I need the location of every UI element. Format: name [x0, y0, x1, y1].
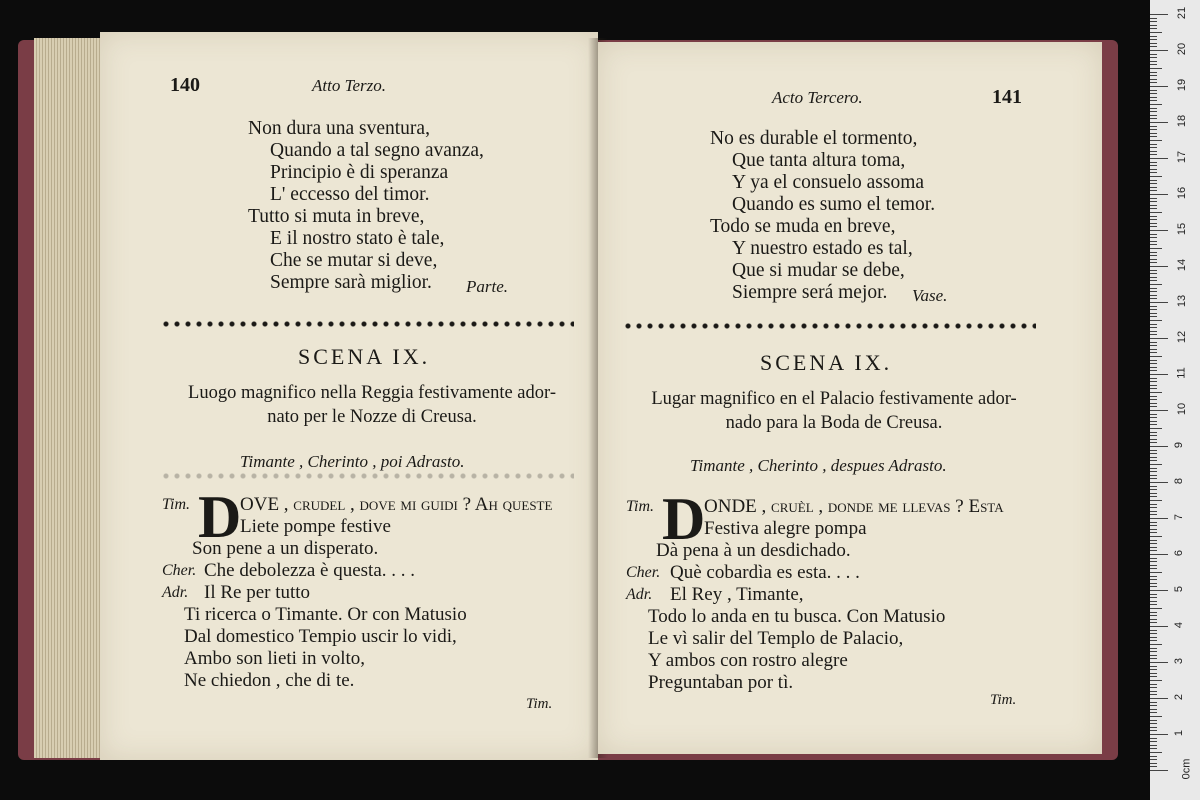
ruler-tick: [1150, 165, 1157, 166]
ruler-label: 6: [1173, 549, 1186, 557]
ruler-tick: [1150, 709, 1157, 710]
ruler-label: 19: [1176, 78, 1189, 92]
ruler-tick: [1150, 579, 1157, 580]
ruler-tick: [1150, 464, 1162, 465]
ruler-tick: [1150, 201, 1157, 202]
dialogue-line: Festiva alegre pompa: [704, 518, 867, 539]
ruler-tick: [1150, 478, 1157, 479]
verse-line: Quando es sumo el temor.: [732, 194, 936, 215]
ruler-tick: [1150, 601, 1157, 602]
ruler-tick: [1150, 342, 1157, 343]
ruler-tick: [1150, 662, 1168, 663]
ruler-tick: [1150, 111, 1157, 112]
ruler-tick: [1150, 158, 1168, 159]
ruler-tick: [1150, 705, 1157, 706]
ruler-tick: [1150, 727, 1157, 728]
running-head: Acto Tercero.: [772, 88, 863, 107]
ruler-tick: [1150, 442, 1157, 443]
ruler-tick: [1150, 118, 1157, 119]
ruler-tick: [1150, 669, 1157, 670]
scene-location-line: nato per le Nozze di Creusa.: [267, 407, 477, 427]
printer-ornament-divider: [624, 322, 1036, 330]
ruler-tick: [1150, 208, 1157, 209]
ruler-tick: [1150, 223, 1157, 224]
ruler-tick: [1150, 712, 1157, 713]
ruler-tick: [1150, 424, 1157, 425]
ruler-label: 1: [1173, 729, 1186, 737]
ruler-tick: [1150, 428, 1162, 429]
ruler-tick: [1150, 489, 1157, 490]
ruler-tick: [1150, 486, 1157, 487]
ruler-tick: [1150, 352, 1157, 353]
ruler-label: 0cm: [1180, 758, 1193, 780]
ruler-tick: [1150, 219, 1157, 220]
ruler-tick: [1150, 475, 1157, 476]
ruler-label: 8: [1173, 477, 1186, 485]
ruler-tick: [1150, 698, 1168, 699]
ruler-tick: [1150, 644, 1162, 645]
verse-line: Que tanta altura toma,: [732, 150, 906, 171]
ruler-tick: [1150, 435, 1157, 436]
dialogue-line: OVE , crudel , dove mi guidi ? Ah queste: [240, 494, 553, 515]
ruler-tick: [1150, 522, 1157, 523]
ruler-tick: [1150, 385, 1157, 386]
ruler-tick: [1150, 108, 1157, 109]
ruler-tick: [1150, 140, 1162, 141]
ruler-tick: [1150, 154, 1157, 155]
ruler-tick: [1150, 752, 1162, 753]
ruler-tick: [1150, 734, 1168, 735]
ruler-tick: [1150, 36, 1157, 37]
ruler-tick: [1150, 151, 1157, 152]
dialogue-line: Son pene a un disperato.: [192, 538, 379, 559]
ruler-tick: [1150, 237, 1157, 238]
ruler-tick: [1150, 446, 1168, 447]
ruler-tick: [1150, 500, 1162, 501]
ruler-tick: [1150, 93, 1157, 94]
ruler-tick: [1150, 568, 1157, 569]
ruler-tick: [1150, 471, 1157, 472]
dialogue-line: Todo lo anda en tu busca. Con Matusio: [648, 606, 946, 627]
ruler-tick: [1150, 388, 1157, 389]
printer-ornament-divider: [162, 320, 574, 328]
dialogue-line: Che debolezza è questa. . . .: [204, 560, 416, 581]
ruler-tick: [1150, 759, 1157, 760]
ruler-tick: [1150, 230, 1168, 231]
ruler-tick: [1150, 360, 1157, 361]
ruler-tick: [1150, 32, 1162, 33]
scene-location-line: Luogo magnifico nella Reggia festivamente ador-: [188, 383, 556, 403]
ruler-tick: [1150, 136, 1157, 137]
ruler-tick: [1150, 396, 1157, 397]
verse-line: Quando a tal segno avanza,: [270, 140, 484, 161]
ruler-tick: [1150, 90, 1157, 91]
ruler-tick: [1150, 633, 1157, 634]
ruler-tick: [1150, 313, 1157, 314]
ruler-tick: [1150, 687, 1157, 688]
dialogue-line: Dà pena à un desdichado.: [656, 540, 851, 561]
dialogue-line: Ambo son lieti in volto,: [184, 648, 366, 669]
ruler-tick: [1150, 180, 1157, 181]
ruler-tick: [1150, 212, 1162, 213]
ruler-label: 21: [1176, 6, 1189, 20]
ruler-tick: [1150, 630, 1157, 631]
ruler-label: 5: [1173, 585, 1186, 593]
speaker-label: Tim.: [626, 498, 655, 515]
ruler-tick: [1150, 637, 1157, 638]
running-head: Atto Terzo.: [312, 76, 387, 95]
ruler-tick: [1150, 226, 1157, 227]
ruler-tick: [1150, 532, 1157, 533]
ruler-tick: [1150, 306, 1157, 307]
ruler-tick: [1150, 720, 1157, 721]
ruler-tick: [1150, 43, 1157, 44]
ruler-tick: [1150, 277, 1157, 278]
ruler-tick: [1150, 363, 1157, 364]
ruler-tick: [1150, 248, 1162, 249]
catchword: Tim.: [990, 692, 1017, 708]
scene-location-line: Lugar magnifico en el Palacio festivamente ador-: [651, 389, 1017, 409]
ruler-tick: [1150, 378, 1157, 379]
dialogue-line: Il Re per tutto: [204, 582, 311, 603]
dialogue-line: Preguntaban por tì.: [648, 672, 794, 693]
ruler-tick: [1150, 763, 1157, 764]
ruler-tick: [1150, 511, 1157, 512]
ruler-tick: [1150, 68, 1162, 69]
ruler-tick: [1150, 673, 1157, 674]
ruler-tick: [1150, 280, 1157, 281]
ruler-label: 17: [1176, 150, 1189, 164]
dialogue-line: Liete pompe festive: [240, 516, 391, 537]
ruler-tick: [1150, 205, 1157, 206]
ruler-tick: [1150, 54, 1157, 55]
ruler-tick: [1150, 338, 1168, 339]
ruler-tick: [1150, 738, 1157, 739]
page-number: 140: [170, 74, 200, 96]
ruler-label: 16: [1176, 186, 1189, 200]
ruler-tick: [1150, 14, 1168, 15]
ruler-tick: [1150, 61, 1157, 62]
ruler-tick: [1150, 406, 1157, 407]
ruler-tick: [1150, 21, 1157, 22]
ruler-tick: [1150, 334, 1157, 335]
ruler-tick: [1150, 349, 1157, 350]
ruler-tick: [1150, 748, 1157, 749]
ruler-tick: [1150, 525, 1157, 526]
ruler-tick: [1150, 640, 1157, 641]
speaker-label: Tim.: [162, 496, 191, 513]
ruler-tick: [1150, 608, 1162, 609]
ruler-label: 18: [1176, 114, 1189, 128]
ruler-tick: [1150, 414, 1157, 415]
drop-capital: D: [198, 484, 242, 550]
ruler-tick: [1150, 691, 1157, 692]
right-page: [598, 42, 1102, 754]
ruler-tick: [1150, 288, 1157, 289]
ruler-tick: [1150, 676, 1157, 677]
ruler-tick: [1150, 572, 1162, 573]
page-number: 141: [992, 86, 1022, 108]
ruler-tick: [1150, 291, 1157, 292]
ruler-tick: [1150, 39, 1157, 40]
ruler-tick: [1150, 295, 1157, 296]
ruler-tick: [1150, 543, 1157, 544]
ruler-tick: [1150, 504, 1157, 505]
ruler-tick: [1150, 216, 1157, 217]
ruler-tick: [1150, 684, 1157, 685]
ruler-tick: [1150, 284, 1162, 285]
ruler-tick: [1150, 241, 1157, 242]
ruler-label: 9: [1173, 441, 1186, 449]
ruler-tick: [1150, 536, 1162, 537]
dialogue-line: El Rey , Timante,: [670, 584, 804, 605]
ruler-tick: [1150, 234, 1157, 235]
ruler-tick: [1150, 331, 1157, 332]
speaker-label: Cher.: [626, 564, 661, 581]
ruler-tick: [1150, 658, 1157, 659]
ruler-tick: [1150, 302, 1168, 303]
ruler-label: 20: [1176, 42, 1189, 56]
ruler-tick: [1150, 392, 1162, 393]
ruler-tick: [1150, 169, 1157, 170]
ruler-tick: [1150, 680, 1162, 681]
ruler-tick: [1150, 72, 1157, 73]
ruler-tick: [1150, 615, 1157, 616]
ruler-tick: [1150, 194, 1168, 195]
ruler-tick: [1150, 18, 1157, 19]
ruler-tick: [1150, 468, 1157, 469]
ruler-tick: [1150, 741, 1157, 742]
ruler-tick: [1150, 648, 1157, 649]
ruler-tick: [1150, 190, 1157, 191]
ruler-label: 3: [1173, 657, 1186, 665]
ruler-tick: [1150, 82, 1157, 83]
ruler-tick: [1150, 144, 1157, 145]
ruler-tick: [1150, 421, 1157, 422]
ruler-tick: [1150, 259, 1157, 260]
speaker-label: Adr.: [162, 584, 189, 601]
bleed-through-ornament: [162, 472, 574, 480]
verse-line: Tutto si muta in breve,: [248, 206, 425, 227]
ruler-tick: [1150, 262, 1157, 263]
ruler-tick: [1150, 273, 1157, 274]
stage-direction-exit: Parte.: [466, 277, 509, 296]
ruler-tick: [1150, 612, 1157, 613]
ruler-tick: [1150, 46, 1157, 47]
stage-direction-exit: Vase.: [912, 286, 948, 305]
ruler-tick: [1150, 766, 1157, 767]
ruler-tick: [1150, 79, 1157, 80]
ruler-tick: [1150, 450, 1157, 451]
dialogue-line: Què cobardìa es esta. . . .: [670, 562, 860, 583]
ruler-tick: [1150, 399, 1157, 400]
ruler-tick: [1150, 453, 1157, 454]
ruler-tick: [1150, 694, 1157, 695]
ruler-label: 11: [1175, 367, 1188, 379]
dialogue-line: Y ambos con rostro alegre: [648, 650, 848, 671]
characters-line: Timante , Cherinto , poi Adrasto.: [240, 452, 465, 471]
verse-line: Siempre será mejor.: [732, 282, 888, 303]
ruler-tick: [1150, 252, 1157, 253]
left-page: [100, 32, 598, 760]
ruler-tick: [1150, 115, 1157, 116]
ruler-tick: [1150, 651, 1157, 652]
verse-line: Sempre sarà miglior.: [270, 272, 432, 293]
verse-line: Che se mutar si deve,: [270, 250, 438, 271]
ruler-label: 12: [1176, 330, 1189, 344]
ruler-tick: [1150, 270, 1157, 271]
ruler-tick: [1150, 374, 1168, 375]
ruler-tick: [1150, 576, 1157, 577]
ruler-tick: [1150, 439, 1157, 440]
verse-line: L' eccesso del timor.: [270, 184, 430, 205]
verse-line: Y ya el consuelo assoma: [732, 172, 925, 193]
ruler-tick: [1150, 327, 1157, 328]
ruler-tick: [1150, 417, 1157, 418]
ruler-tick: [1150, 367, 1157, 368]
verse-line: Principio è di speranza: [270, 162, 449, 183]
ruler-tick: [1150, 666, 1157, 667]
ruler-label: 14: [1176, 258, 1189, 272]
ruler-tick: [1150, 590, 1168, 591]
verse-line: Todo se muda en breve,: [710, 216, 896, 237]
ruler-tick: [1150, 25, 1157, 26]
catchword: Tim.: [526, 696, 553, 712]
ruler-tick: [1150, 129, 1157, 130]
ruler-tick: [1150, 594, 1157, 595]
ruler-tick: [1150, 320, 1162, 321]
ruler-tick: [1150, 432, 1157, 433]
dialogue-line: ONDE , cruèl , donde me llevas ? Esta: [704, 496, 1004, 517]
ruler-tick: [1150, 104, 1162, 105]
ruler-tick: [1150, 126, 1157, 127]
ruler-label: 15: [1176, 222, 1189, 236]
ruler-tick: [1150, 183, 1157, 184]
ruler-tick: [1150, 97, 1157, 98]
ruler-tick: [1150, 57, 1157, 58]
ruler-tick: [1150, 626, 1168, 627]
scene-location-line: nado para la Boda de Creusa.: [725, 413, 943, 433]
ruler-tick: [1150, 604, 1157, 605]
ruler-tick: [1150, 298, 1157, 299]
verse-line: Non dura una sventura,: [248, 118, 430, 139]
ruler-tick: [1150, 255, 1157, 256]
ruler-tick: [1150, 770, 1168, 771]
ruler-tick: [1150, 756, 1157, 757]
scene-title: SCENA IX.: [298, 344, 431, 369]
verse-line: Y nuestro estado es tal,: [732, 238, 913, 259]
ruler-tick: [1150, 622, 1157, 623]
ruler-tick: [1150, 482, 1168, 483]
ruler-tick: [1150, 460, 1157, 461]
ruler-tick: [1150, 345, 1157, 346]
ruler-tick: [1150, 619, 1157, 620]
ruler-tick: [1150, 28, 1157, 29]
ruler-tick: [1150, 133, 1157, 134]
dialogue-line: Ne chiedon , che di te.: [184, 670, 355, 691]
ruler-tick: [1150, 172, 1157, 173]
ruler-tick: [1150, 324, 1157, 325]
ruler-tick: [1150, 547, 1157, 548]
ruler-tick: [1150, 507, 1157, 508]
ruler-tick: [1150, 496, 1157, 497]
ruler-tick: [1150, 558, 1157, 559]
ruler-tick: [1150, 176, 1162, 177]
ruler-label: 13: [1176, 294, 1189, 308]
ruler-tick: [1150, 147, 1157, 148]
ruler-tick: [1150, 597, 1157, 598]
measurement-ruler: [1150, 0, 1200, 800]
ruler-tick: [1150, 730, 1157, 731]
ruler-tick: [1150, 64, 1157, 65]
characters-line: Timante , Cherinto , despues Adrasto.: [690, 456, 947, 475]
ruler-tick: [1150, 586, 1157, 587]
ruler-tick: [1150, 583, 1157, 584]
ruler-tick: [1150, 356, 1162, 357]
ruler-tick: [1150, 655, 1157, 656]
ruler-tick: [1150, 198, 1157, 199]
ruler-tick: [1150, 86, 1168, 87]
ruler-tick: [1150, 100, 1157, 101]
ruler-tick: [1150, 75, 1157, 76]
speaker-label: Adr.: [626, 586, 653, 603]
ruler-tick: [1150, 266, 1168, 267]
verse-line: E il nostro stato è tale,: [270, 228, 445, 249]
ruler-tick: [1150, 561, 1157, 562]
ruler-tick: [1150, 381, 1157, 382]
ruler-tick: [1150, 162, 1157, 163]
ruler-tick: [1150, 316, 1157, 317]
speaker-label: Cher.: [162, 562, 197, 579]
dialogue-line: Ti ricerca o Timante. Or con Matusio: [184, 604, 467, 625]
ruler-tick: [1150, 493, 1157, 494]
ruler-label: 7: [1173, 513, 1186, 521]
ruler-tick: [1150, 529, 1157, 530]
ruler-tick: [1150, 550, 1157, 551]
scene-title: SCENA IX.: [760, 350, 893, 375]
ruler-tick: [1150, 745, 1157, 746]
ruler-label: 4: [1173, 621, 1186, 629]
ruler-tick: [1150, 702, 1157, 703]
dialogue-line: Le vì salir del Templo de Palacio,: [648, 628, 904, 649]
ruler-tick: [1150, 244, 1157, 245]
ruler-tick: [1150, 410, 1168, 411]
drop-capital: D: [662, 486, 706, 552]
verse-line: Que si mudar se debe,: [732, 260, 905, 281]
ruler-tick: [1150, 50, 1168, 51]
ruler-tick: [1150, 122, 1168, 123]
ruler-tick: [1150, 370, 1157, 371]
ruler-label: 2: [1173, 693, 1186, 701]
ruler-tick: [1150, 309, 1157, 310]
ruler-tick: [1150, 518, 1168, 519]
ruler-tick: [1150, 554, 1168, 555]
ruler-tick: [1150, 723, 1157, 724]
ruler-tick: [1150, 514, 1157, 515]
ruler-tick: [1150, 403, 1157, 404]
ruler-label: 10: [1176, 402, 1189, 416]
ruler-tick: [1150, 457, 1157, 458]
verse-line: No es durable el tormento,: [710, 128, 918, 149]
ruler-tick: [1150, 540, 1157, 541]
dialogue-line: Dal domestico Tempio uscir lo vidi,: [184, 626, 457, 647]
ruler-tick: [1150, 187, 1157, 188]
ruler-tick: [1150, 716, 1162, 717]
ruler-tick: [1150, 565, 1157, 566]
